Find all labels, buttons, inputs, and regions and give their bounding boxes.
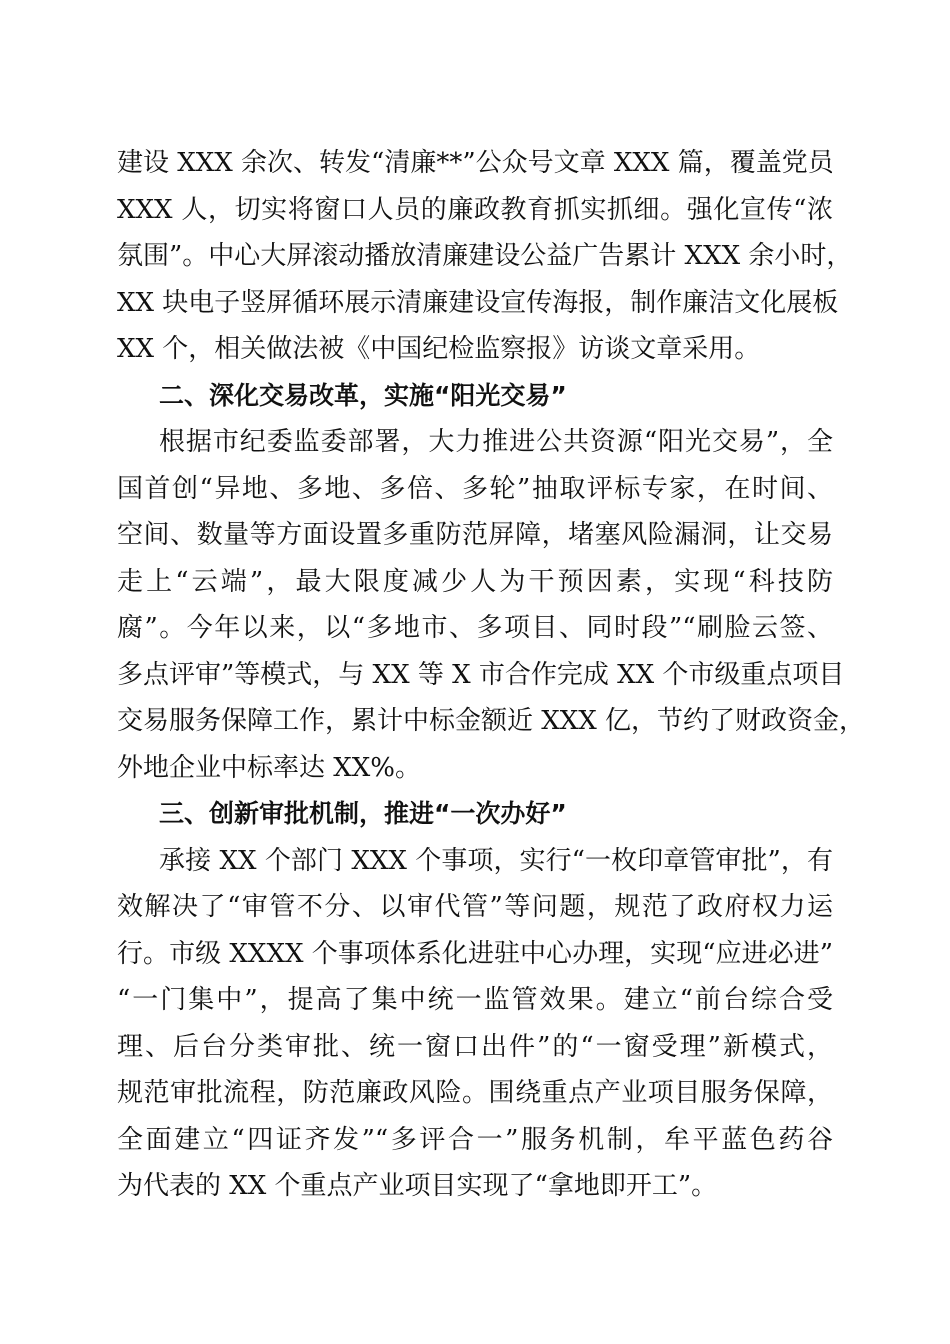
paragraph-line: 全面建立“四证齐发”“多评合一”服务机制，牟平蓝色药谷: [117, 1124, 833, 1155]
section-heading-3: 三、创新审批机制，推进“一次办好”: [159, 799, 567, 828]
paragraph-line: XX 块电子竖屏循环展示清廉建设宣传海报，制作廉洁文化展板: [117, 287, 839, 318]
paragraph-line: 承接 XX 个部门 XXX 个事项，实行“一枚印章管审批”，有: [159, 845, 833, 876]
paragraph-line: “一门集中”，提高了集中统一监管效果。建立“前台综合受: [117, 985, 833, 1015]
paragraph-line: 国首创“异地、多地、多倍、多轮”抽取评标专家，在时间、: [117, 473, 833, 504]
paragraph-line: 多点评审”等模式，与 XX 等 X 市合作完成 XX 个市级重点项目: [117, 659, 845, 690]
paragraph-line: 腐”。今年以来，以“多地市、多项目、同时段”“刷脸云签、: [117, 613, 833, 643]
paragraph-line: 建设 XXX 余次、转发“清廉**”公众号文章 XXX 篇，覆盖党员: [117, 148, 834, 178]
document-body: [117, 140, 866, 1210]
paragraph-3: [117, 838, 833, 1210]
paragraph-1: [117, 140, 853, 373]
paragraph-line: 氛围”。中心大屏滚动播放清廉建设公益广告累计 XXX 余小时，: [117, 241, 853, 271]
paragraph-line: XXX 人，切实将窗口人员的廉政教育抓实抓细。强化宣传“浓: [117, 194, 833, 225]
paragraph-line: 走上“云端”，最大限度减少人为干预因素，实现“科技防: [117, 566, 833, 597]
paragraph-line: 规范审批流程，防范廉政风险。围绕重点产业项目服务保障，: [117, 1078, 833, 1108]
section-heading-2: 二、深化交易改革，实施“阳光交易”: [159, 380, 567, 410]
paragraph-line: 外地企业中标率达 XX%。: [117, 752, 421, 783]
paragraph-line: 根据市纪委监委部署，大力推进公共资源“阳光交易”，全: [159, 427, 833, 457]
paragraph-2: [117, 419, 866, 791]
paragraph-line: 理、后台分类审批、统一窗口出件”的“一窗受理”新模式，: [117, 1031, 833, 1062]
paragraph-line: 为代表的 XX 个重点产业项目实现了“拿地即开工”。: [117, 1171, 718, 1201]
paragraph-line: 行。市级 XXXX 个事项体系化进驻中心办理，实现“应进必进”: [117, 938, 833, 969]
paragraph-line: 效解决了“审管不分、以审代管”等问题，规范了政府权力运: [117, 892, 833, 922]
paragraph-line: 空间、数量等方面设置多重防范屏障，堵塞风险漏洞，让交易: [117, 520, 833, 550]
paragraph-line: 交易服务保障工作，累计中标金额近 XXX 亿，节约了财政资金，: [117, 706, 866, 736]
paragraph-line: XX 个，相关做法被《中国纪检监察报》访谈文章采用。: [117, 334, 761, 364]
